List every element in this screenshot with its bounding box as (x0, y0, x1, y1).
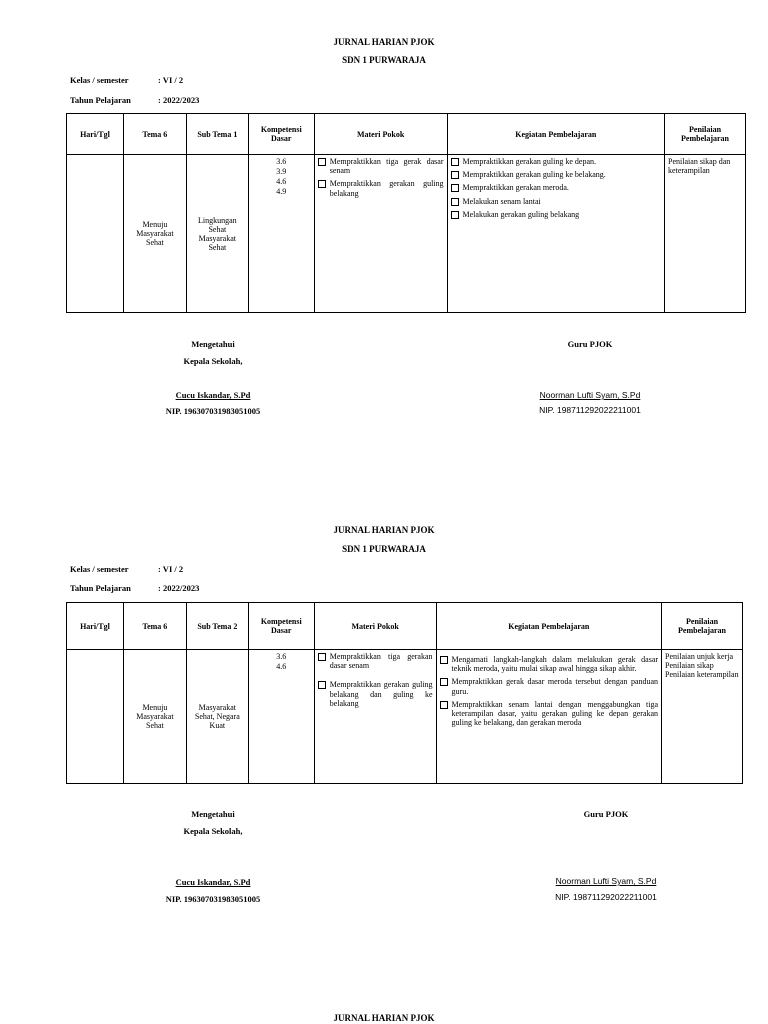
header-kd: Kompetensi Dasar (248, 603, 314, 650)
cell-hari (67, 650, 124, 784)
list-item: Melakukan senam lantai (451, 197, 662, 206)
cell-kd (248, 650, 314, 784)
header-tema: Tema 6 (123, 603, 186, 650)
kepala-sekolah-label: Kepala Sekolah, (183, 356, 243, 366)
kelas-value: : VI / 2 (158, 75, 184, 85)
header-hari: Hari/Tgl (67, 114, 124, 155)
list-item: Mempraktikkan senam lantai dengan menggabungkan tiga keterampilan dasar, yaitu gerakan guling ke depan gerakan guling ke belakang, dan gerakan meroda (440, 700, 659, 728)
journal-table (66, 602, 743, 784)
kd-item: 4.6 (276, 662, 287, 671)
checkbox-icon (318, 681, 326, 689)
list-item: Mengamati langkah-langkah dalam melakukan gerak dasar teknik meroda, yaitu mulai sikap awal hingga sikap akhir. (440, 655, 659, 673)
guru-title: Guru PJOK (583, 809, 629, 819)
header-penilaian: Penilaian Pembelajaran (662, 603, 743, 650)
guru-nip: NIP. 198711292022211001 (555, 892, 657, 902)
kelas-label: Kelas / semester (70, 75, 129, 85)
checkbox-icon (440, 701, 448, 709)
header-hari: Hari/Tgl (67, 603, 124, 650)
journal-title: JURNAL HARIAN PJOK (333, 525, 435, 535)
checkbox-icon (451, 184, 459, 192)
list-item: Mempraktikkan gerak dasar meroda tersebut dengan panduan guru. (440, 677, 659, 695)
guru-title: Guru PJOK (567, 339, 613, 349)
header-kegiatan: Kegiatan Pembelajaran (447, 114, 665, 155)
checkbox-icon (440, 656, 448, 664)
list-item: Melakukan gerakan guling belakang (451, 210, 662, 219)
cell-tema: Menuju Masyarakat Sehat (123, 650, 186, 784)
cell-materi (314, 155, 447, 313)
mengetahui-label: Mengetahui (191, 339, 235, 349)
cell-subtema: Masyarakat Sehat, Negara Kuat (186, 650, 248, 784)
header-materi: Materi Pokok (314, 114, 447, 155)
table-row (67, 650, 743, 784)
penilaian-item: Penilaian keterampilan (665, 670, 739, 679)
kd-item: 3.6 (276, 652, 287, 661)
header-subtema: Sub Tema 2 (186, 603, 248, 650)
kd-item: 4.9 (276, 187, 287, 196)
header-materi: Materi Pokok (314, 603, 436, 650)
checkbox-icon (440, 678, 448, 686)
list-item: Mempraktikkan gerakan guling belakang (318, 179, 444, 197)
table-row (67, 155, 746, 313)
checkbox-icon (318, 653, 326, 661)
tahun-row (70, 95, 199, 105)
kelas-row (70, 564, 183, 574)
checkbox-icon (318, 180, 326, 188)
cell-materi (314, 650, 436, 784)
checkbox-icon (451, 198, 459, 206)
header-kegiatan: Kegiatan Pembelajaran (436, 603, 662, 650)
list-item: Mempraktikkan tiga gerakan dasar senam (318, 652, 433, 670)
kd-item: 3.9 (276, 167, 287, 176)
list-item: Mempraktikkan gerakan guling ke depan. (451, 157, 662, 166)
kepala-sekolah-label: Kepala Sekolah, (183, 826, 243, 836)
checkbox-icon (451, 158, 459, 166)
header-tema: Tema 6 (123, 114, 186, 155)
kepala-sekolah-nip: NIP. 196307031983051005 (165, 894, 261, 904)
cell-tema: Menuju Masyarakat Sehat (123, 155, 186, 313)
kelas-value: : VI / 2 (158, 564, 184, 574)
penilaian-item: Penilaian sikap dan keterampilan (668, 157, 731, 175)
guru-nip: NIP. 198711292022211001 (539, 405, 641, 415)
tahun-label: Tahun Pelajaran (70, 95, 131, 105)
cell-kd (248, 155, 314, 313)
list-item: Mempraktikkan gerakan meroda. (451, 183, 662, 192)
tahun-value: : 2022/2023 (158, 583, 200, 593)
tahun-value: : 2022/2023 (158, 95, 200, 105)
cell-kegiatan (447, 155, 665, 313)
guru-name: Noorman Lufti Syam, S.Pd (555, 876, 657, 886)
list-item: Mempraktikkan tiga gerak dasar senam (318, 157, 444, 175)
penilaian-item: Penilaian unjuk kerja (665, 652, 734, 661)
checkbox-icon (451, 171, 459, 179)
kelas-label: Kelas / semester (70, 564, 129, 574)
checkbox-icon (451, 211, 459, 219)
kepala-sekolah-name: Cucu Iskandar, S.Pd (175, 390, 251, 400)
list-item: Mempraktikkan gerakan guling belakang dan guling ke belakang (318, 680, 433, 708)
header-penilaian: Penilaian Pembelajaran (665, 114, 746, 155)
list-item: Mempraktikkan gerakan guling ke belakang. (451, 170, 662, 179)
cell-kegiatan (436, 650, 662, 784)
mengetahui-label: Mengetahui (191, 809, 235, 819)
tahun-row (70, 583, 199, 593)
kelas-row (70, 75, 183, 85)
kd-item: 4.6 (276, 177, 287, 186)
kepala-sekolah-nip: NIP. 196307031983051005 (165, 406, 261, 416)
journal-title: JURNAL HARIAN PJOK (333, 37, 435, 47)
kepala-sekolah-name: Cucu Iskandar, S.Pd (175, 877, 251, 887)
cell-penilaian (662, 650, 743, 784)
guru-name: Noorman Lufti Syam, S.Pd (539, 390, 641, 400)
school-name: SDN 1 PURWARAJA (342, 55, 426, 65)
school-name: SDN 1 PURWARAJA (342, 544, 426, 554)
header-subtema: Sub Tema 1 (186, 114, 248, 155)
checkbox-icon (318, 158, 326, 166)
journal-title: JURNAL HARIAN PJOK (333, 1013, 435, 1023)
kd-item: 3.6 (276, 157, 287, 166)
cell-hari (67, 155, 124, 313)
header-kd: Kompetensi Dasar (248, 114, 314, 155)
cell-subtema: Lingkungan Sehat Masyarakat Sehat (186, 155, 248, 313)
journal-table (66, 113, 746, 313)
penilaian-item: Penilaian sikap (665, 661, 714, 670)
cell-penilaian (665, 155, 746, 313)
tahun-label: Tahun Pelajaran (70, 583, 131, 593)
